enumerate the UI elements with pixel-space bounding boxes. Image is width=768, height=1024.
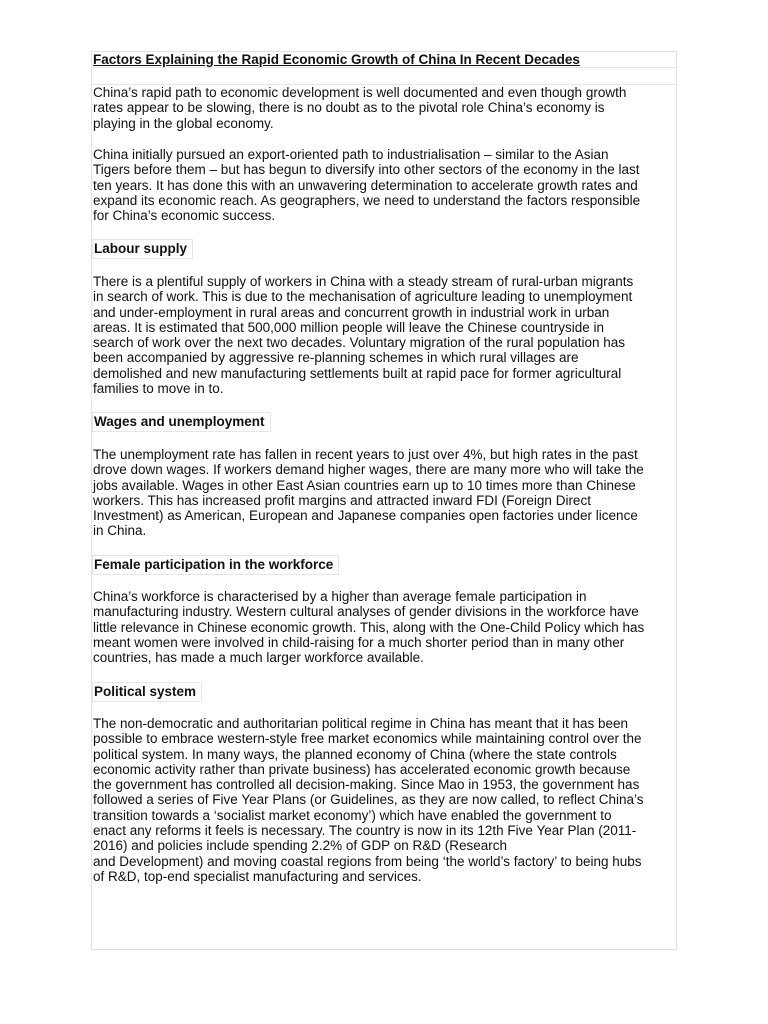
text-line: The unemployment rate has fallen in recent years to just over 4%, but high rates in the past <box>93 447 638 462</box>
political-system-paragraph <box>93 716 683 884</box>
text-line: political system. In many ways, the planned economy of China (where the state controls <box>93 746 617 762</box>
text-line: families to move in to. <box>93 381 224 397</box>
text-line: little relevance in Chinese economic growth. This, along with the One-Child Policy which has <box>93 619 645 635</box>
text-line: and Development) and moving coastal regions from being ‘the world’s factory’ to being hubs <box>93 853 642 869</box>
text-line: manufacturing industry. Western cultural analyses of gender divisions in the workforce have <box>93 604 639 620</box>
text-line: economic activity rather than private business) has accelerated economic growth because <box>93 761 631 777</box>
text-line: of R&D, top-end specialist manufacturing and services. <box>93 868 422 884</box>
text-line: Tigers before them – but has begun to diversify into other sectors of the economy in the last <box>93 162 640 178</box>
labour-supply-paragraph <box>93 274 683 396</box>
text-line: in search of work. This is due to the mechanisation of agriculture leading to unemployment <box>93 289 633 305</box>
export-paragraph <box>93 147 683 223</box>
text-line: been accompanied by aggressive re-planning schemes in which rural villages are <box>93 350 579 366</box>
text-line: 2016) and policies include spending 2.2% of GDP on R&D (Research <box>93 838 507 854</box>
section-heading-female-participation: Female participation in the workforce <box>92 555 339 575</box>
text-line: countries, has made a much larger workforce available. <box>93 650 424 666</box>
text-line: and under-employment in rural areas and concurrent growth in industrial work in urban <box>93 304 610 320</box>
text-line: rates appear to be slowing, there is no doubt as to the pivotal role China’s economy is <box>93 100 605 116</box>
text-line: search of work over the next two decades. Voluntary migration of the rural population has <box>93 335 626 351</box>
text-line: meant women were involved in child-raising for a much shorter period than in many other <box>93 634 625 650</box>
text-line: There is a plentiful supply of workers in China with a steady stream of rural-urban migrants <box>93 274 634 289</box>
intro-paragraph <box>93 85 683 131</box>
text-line: transition towards a ‘socialist market economy’) which have enabled the government to <box>93 807 612 823</box>
document-title: Factors Explaining the Rapid Economic Growth of China In Recent Decades <box>93 52 580 67</box>
text-line: expand its economic reach. As geographers, we need to understand the factors responsible <box>93 192 641 208</box>
section-heading-political-system: Political system <box>92 682 202 702</box>
text-line: the government has controlled all decision-making. Since Mao in 1953, the government has <box>93 777 640 793</box>
text-line: demolished and new manufacturing settlements built at rapid pace for former agricultural <box>93 365 622 381</box>
text-line: in China. <box>93 523 147 539</box>
text-line: ten years. It has done this with an unwavering determination to accelerate growth rates and <box>93 177 638 193</box>
text-line: workers. This has increased profit margins and attracted inward FDI (Foreign Direct <box>93 492 591 508</box>
text-line: The non-democratic and authoritarian political regime in China has meant that it has been <box>93 716 629 731</box>
section-heading-labour-supply: Labour supply <box>92 239 193 259</box>
wages-paragraph <box>93 447 683 539</box>
text-line: possible to embrace western-style free market economics while maintaining control over the <box>93 731 642 747</box>
text-line: followed a series of Five Year Plans (or Guidelines, as they are now called, to reflect China’s <box>93 792 644 808</box>
section-heading-wages-and-unemployment: Wages and unemployment <box>92 412 271 432</box>
text-line: for China’s economic success. <box>93 208 276 224</box>
female-participation-paragraph <box>93 589 683 665</box>
text-line: China initially pursued an export-oriented path to industrialisation – similar to the Asian <box>93 147 609 162</box>
text-line: enact any reforms it feels is necessary. The country is now in its 12th Five Year Plan (2011- <box>93 823 637 839</box>
text-line: drove down wages. If workers demand higher wages, there are many more who will take the <box>93 462 644 478</box>
text-line: China’s workforce is characterised by a higher than average female participation in <box>93 589 587 604</box>
text-line: Investment) as American, European and Japanese companies open factories under licence <box>93 508 638 524</box>
text-line: China’s rapid path to economic development is well documented and even though growth <box>93 85 627 100</box>
text-line: playing in the global economy. <box>93 115 274 131</box>
text-line: areas. It is estimated that 500,000 million people will leave the Chinese countryside in <box>93 319 605 335</box>
text-line: jobs available. Wages in other East Asian countries earn up to 10 times more than Chinese <box>93 477 636 493</box>
